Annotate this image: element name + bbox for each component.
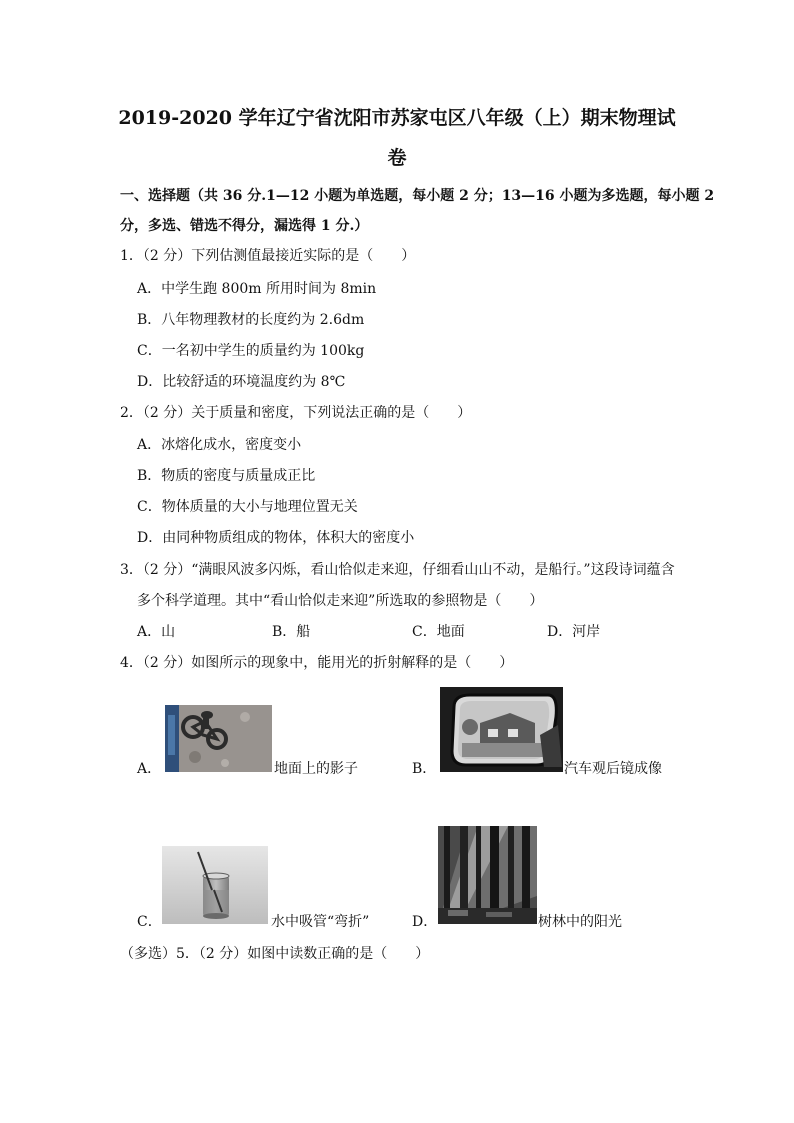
question-1-stem: 1．（2 分）下列估测值最接近实际的是（ ）: [120, 248, 416, 264]
question-3-stem-line-1: 3．（2 分）“满眼风波多闪烁，看山恰似走来迎，仔细看山山不动，是船行。”这段诗词蕴含: [120, 562, 675, 578]
question-3-option-c: C．地面: [412, 624, 465, 640]
question-4-option-a-letter: A．: [137, 761, 162, 777]
question-3-option-a: A．山: [137, 624, 176, 640]
question-4-option-b-letter: B．: [412, 761, 437, 777]
title-line-2: 卷: [387, 147, 407, 169]
question-3-option-b: B．船: [272, 624, 311, 640]
question-5-stem: （多选）5．（2 分）如图中读数正确的是（ ）: [120, 946, 430, 962]
question-3-option-d: D．河岸: [547, 624, 601, 640]
question-1-option-b: B．八年物理教材的长度约为 2.6dm: [137, 312, 365, 328]
car-mirror-image: [440, 687, 563, 772]
question-2-option-d: D．由同种物质组成的物体，体积大的密度小: [137, 530, 415, 546]
question-4-option-b-caption: 汽车观后镜成像: [564, 761, 662, 777]
question-4-option-c-caption: 水中吸管“弯折”: [271, 914, 370, 930]
forest-sunlight-image: [438, 826, 537, 924]
section-heading-line-2: 分，多选、错选不得分，漏选得 1 分.）: [120, 218, 369, 234]
question-4-option-c-letter: C．: [137, 914, 162, 930]
question-1-option-c: C．一名初中学生的质量约为 100kg: [137, 343, 365, 359]
question-1-option-a: A．中学生跑 800m 所用时间为 8min: [137, 281, 377, 297]
question-4-option-a-caption: 地面上的影子: [274, 761, 358, 777]
question-2-option-c: C．物体质量的大小与地理位置无关: [137, 499, 358, 515]
question-4-option-d-letter: D．: [412, 914, 438, 930]
title-line-1: 2019-2020 学年辽宁省沈阳市苏家屯区八年级（上）期末物理试: [118, 107, 676, 129]
question-4-option-d-caption: 树林中的阳光: [538, 914, 622, 930]
question-3-stem-line-2: 多个科学道理。其中“看山恰似走来迎”所选取的参照物是（ ）: [137, 593, 544, 609]
section-heading-line-1: 一、选择题（共 36 分.1—12 小题为单选题，每小题 2 分；13—16 小题为多选题，每小题 2: [120, 188, 715, 204]
question-1-option-d: D．比较舒适的环境温度约为 8℃: [137, 374, 346, 390]
straw-in-water-image: [162, 846, 268, 924]
bicycle-shadow-image: [165, 705, 272, 772]
question-4-stem: 4．（2 分）如图所示的现象中，能用光的折射解释的是（ ）: [120, 655, 514, 671]
question-2-option-b: B．物质的密度与质量成正比: [137, 468, 316, 484]
question-2-stem: 2．（2 分）关于质量和密度，下列说法正确的是（ ）: [120, 405, 472, 421]
question-2-option-a: A．冰熔化成水，密度变小: [137, 437, 302, 453]
